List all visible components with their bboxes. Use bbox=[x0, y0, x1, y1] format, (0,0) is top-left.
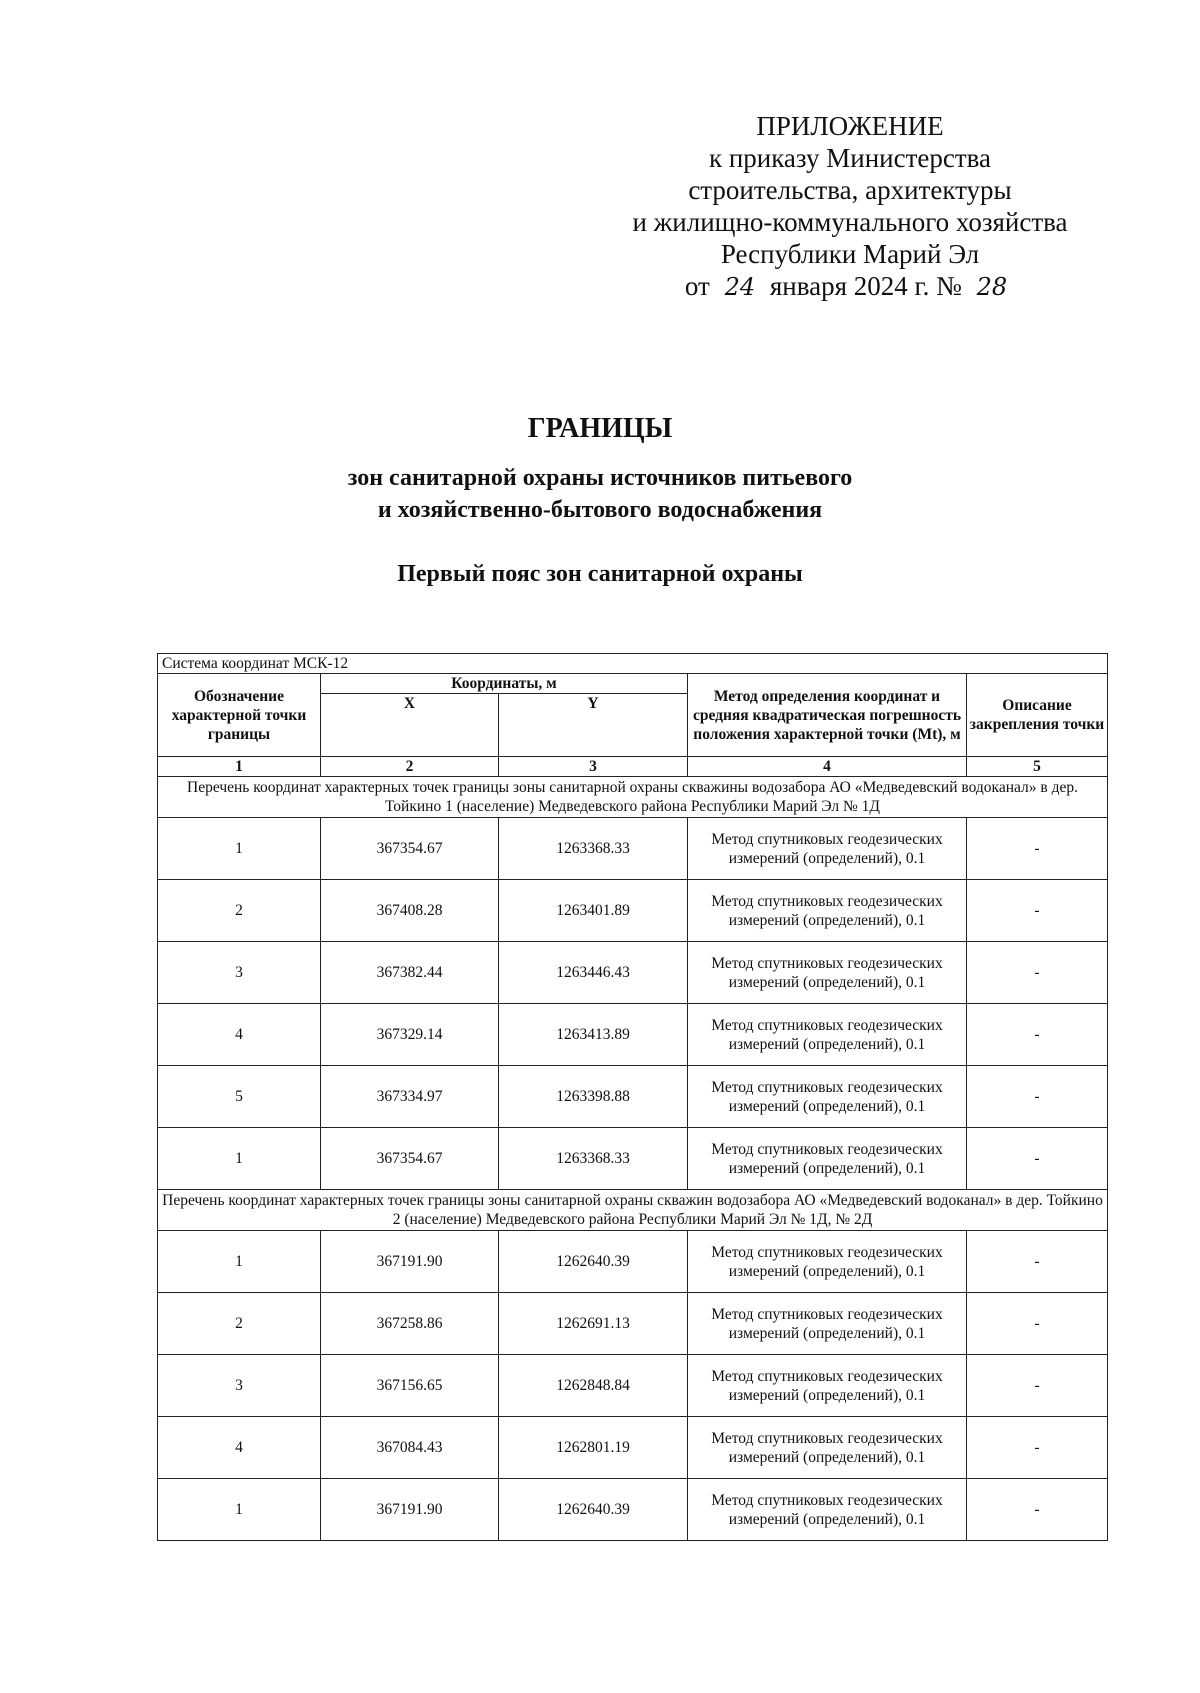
table-row bbox=[158, 1231, 1108, 1293]
method-cell: Метод спутниковых геодезических измерений (определений), 0.1 bbox=[688, 1293, 967, 1355]
appendix-line: и жилищно-коммунального хозяйства bbox=[632, 207, 1068, 237]
column-number: 5 bbox=[967, 757, 1108, 777]
point-cell: 2 bbox=[158, 1293, 321, 1355]
section-caption: Перечень координат характерных точек границы зоны санитарной охраны скважин водозабора АО «Медведевский водоканал» в дер. Тойкино 2 (население) Медведевского района Республики Марий Эл № 1Д, № 2Д bbox=[158, 1190, 1108, 1231]
handwritten-day: 24 bbox=[724, 273, 756, 301]
header-method: Метод определения координат и средняя квадратическая погрешность положения характерной точки (Mt), м bbox=[688, 674, 967, 757]
table-row bbox=[158, 1417, 1108, 1479]
table-row bbox=[158, 1293, 1108, 1355]
point-cell: 1 bbox=[158, 1128, 321, 1190]
document-subtitle bbox=[0, 462, 1200, 526]
appendix-header bbox=[600, 110, 1100, 303]
point-cell: 1 bbox=[158, 1231, 321, 1293]
document-title: ГРАНИЦЫ bbox=[527, 413, 673, 444]
x-cell: 367354.67 bbox=[321, 818, 499, 880]
point-cell: 1 bbox=[158, 818, 321, 880]
point-cell: 4 bbox=[158, 1417, 321, 1479]
appendix-title: ПРИЛОЖЕНИЕ bbox=[756, 111, 944, 141]
table-row bbox=[158, 1066, 1108, 1128]
method-cell: Метод спутниковых геодезических измерений (определений), 0.1 bbox=[688, 1128, 967, 1190]
method-cell: Метод спутниковых геодезических измерений (определений), 0.1 bbox=[688, 1066, 967, 1128]
y-cell: 1263446.43 bbox=[499, 942, 688, 1004]
method-cell: Метод спутниковых геодезических измерений (определений), 0.1 bbox=[688, 1479, 967, 1541]
header-coordinates: Координаты, м bbox=[321, 674, 688, 694]
description-cell: - bbox=[967, 1293, 1108, 1355]
subtitle-line: и хозяйственно-бытового водоснабжения bbox=[377, 497, 823, 523]
x-cell: 367084.43 bbox=[321, 1417, 499, 1479]
appendix-line: к приказу Министерства bbox=[708, 143, 992, 173]
method-cell: Метод спутниковых геодезических измерений (определений), 0.1 bbox=[688, 1355, 967, 1417]
method-cell: Метод спутниковых геодезических измерений (определений), 0.1 bbox=[688, 1417, 967, 1479]
section-caption-row bbox=[158, 1190, 1108, 1231]
method-cell: Метод спутниковых геодезических измерений (определений), 0.1 bbox=[688, 880, 967, 942]
y-cell: 1263401.89 bbox=[499, 880, 688, 942]
point-cell: 2 bbox=[158, 880, 321, 942]
method-cell: Метод спутниковых геодезических измерений (определений), 0.1 bbox=[688, 1231, 967, 1293]
x-cell: 367329.14 bbox=[321, 1004, 499, 1066]
point-cell: 1 bbox=[158, 1479, 321, 1541]
appendix-line: строительства, архитектуры bbox=[688, 175, 1012, 205]
method-cell: Метод спутниковых геодезических измерений (определений), 0.1 bbox=[688, 1004, 967, 1066]
y-cell: 1263413.89 bbox=[499, 1004, 688, 1066]
header-y: Y bbox=[499, 694, 688, 757]
date-rest: января 2024 г. № bbox=[769, 271, 962, 301]
appendix-date-line bbox=[600, 270, 1100, 303]
point-cell: 5 bbox=[158, 1066, 321, 1128]
table-row bbox=[158, 942, 1108, 1004]
x-cell: 367354.67 bbox=[321, 1128, 499, 1190]
table-row bbox=[158, 1355, 1108, 1417]
method-cell: Метод спутниковых геодезических измерений (определений), 0.1 bbox=[688, 818, 967, 880]
section-caption: Перечень координат характерных точек границы зоны санитарной охраны скважины водозабора АО «Медведевский водоканал» в дер. Тойкино 1 (население) Медведевского района Республики Марий Эл № 1Д bbox=[158, 777, 1108, 818]
section-caption-row bbox=[158, 777, 1108, 818]
method-cell: Метод спутниковых геодезических измерений (определений), 0.1 bbox=[688, 942, 967, 1004]
description-cell: - bbox=[967, 1128, 1108, 1190]
table-row bbox=[158, 1479, 1108, 1541]
x-cell: 367382.44 bbox=[321, 942, 499, 1004]
handwritten-order-number: 28 bbox=[976, 273, 1008, 301]
date-prefix: от bbox=[684, 271, 710, 301]
x-cell: 367156.65 bbox=[321, 1355, 499, 1417]
x-cell: 367408.28 bbox=[321, 880, 499, 942]
point-cell: 3 bbox=[158, 1355, 321, 1417]
table-row bbox=[158, 1128, 1108, 1190]
description-cell: - bbox=[967, 1417, 1108, 1479]
x-cell: 367334.97 bbox=[321, 1066, 499, 1128]
column-number: 2 bbox=[321, 757, 499, 777]
description-cell: - bbox=[967, 1004, 1108, 1066]
y-cell: 1262640.39 bbox=[499, 1479, 688, 1541]
point-cell: 4 bbox=[158, 1004, 321, 1066]
header-description: Описание закрепления точки bbox=[967, 674, 1108, 757]
y-cell: 1263368.33 bbox=[499, 818, 688, 880]
y-cell: 1263368.33 bbox=[499, 1128, 688, 1190]
description-cell: - bbox=[967, 942, 1108, 1004]
table-row bbox=[158, 880, 1108, 942]
header-x: X bbox=[321, 694, 499, 757]
column-number: 3 bbox=[499, 757, 688, 777]
x-cell: 367191.90 bbox=[321, 1231, 499, 1293]
column-number: 4 bbox=[688, 757, 967, 777]
y-cell: 1262640.39 bbox=[499, 1231, 688, 1293]
x-cell: 367258.86 bbox=[321, 1293, 499, 1355]
header-point: Обозначение характерной точки границы bbox=[158, 674, 321, 757]
description-cell: - bbox=[967, 1066, 1108, 1128]
y-cell: 1262801.19 bbox=[499, 1417, 688, 1479]
column-number: 1 bbox=[158, 757, 321, 777]
y-cell: 1263398.88 bbox=[499, 1066, 688, 1128]
table-row bbox=[158, 818, 1108, 880]
x-cell: 367191.90 bbox=[321, 1479, 499, 1541]
coordinate-system-label: Система координат МСК-12 bbox=[158, 654, 1108, 674]
description-cell: - bbox=[967, 880, 1108, 942]
point-cell: 3 bbox=[158, 942, 321, 1004]
section-heading: Первый пояс зон санитарной охраны bbox=[397, 561, 803, 587]
appendix-line: Республики Марий Эл bbox=[720, 239, 980, 269]
table-row bbox=[158, 1004, 1108, 1066]
y-cell: 1262691.13 bbox=[499, 1293, 688, 1355]
description-cell: - bbox=[967, 1231, 1108, 1293]
subtitle-line: зон санитарной охраны источников питьевого bbox=[347, 465, 853, 491]
description-cell: - bbox=[967, 1355, 1108, 1417]
description-cell: - bbox=[967, 1479, 1108, 1541]
coordinates-table bbox=[157, 653, 1108, 1541]
description-cell: - bbox=[967, 818, 1108, 880]
y-cell: 1262848.84 bbox=[499, 1355, 688, 1417]
